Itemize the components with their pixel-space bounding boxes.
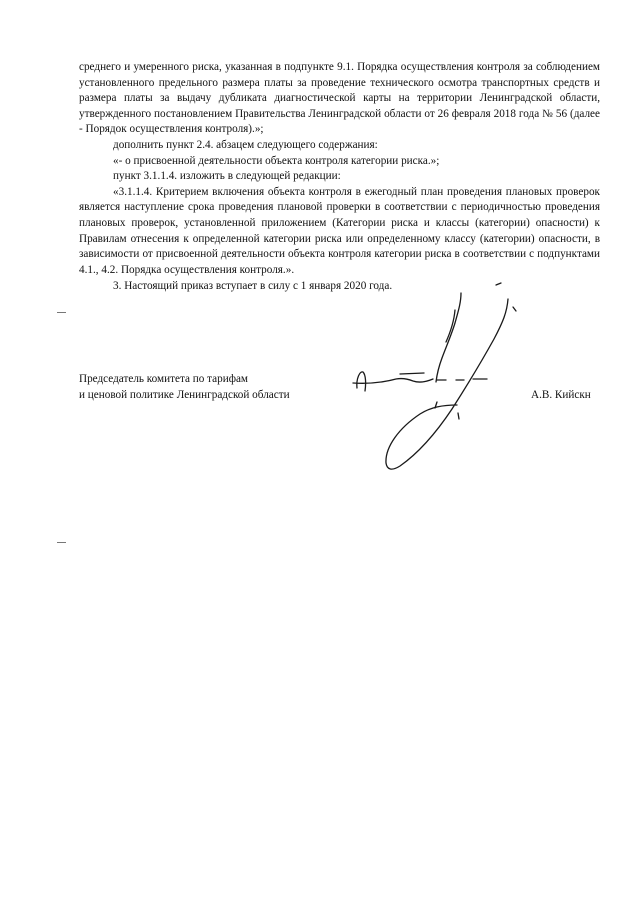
paragraph-effective-date: 3. Настоящий приказ вступает в силу с 1 января 2020 года. bbox=[113, 280, 393, 293]
paragraph-amend-3-1-1-4: пункт 3.1.1.4. изложить в следующей редакции: bbox=[113, 170, 341, 183]
paragraph-amend-2-4: дополнить пункт 2.4. абзацем следующего содержания: bbox=[113, 138, 378, 151]
paragraph-continuation: среднего и умеренного риска, указанная в подпункте 9.1. Порядка осуществления контроля за соблюдением установленного предельного размера платы за проведение технического осмотра транспортных средств и размера платы за выдачу дубликата диагностической карты на территории Ленинградской области, утвержденного постановлением Правительства Ленинградской области от 26 февраля 2018 года № 56 (далее - Порядок осуществления контроля).»; bbox=[79, 61, 600, 136]
signoff-position bbox=[79, 372, 609, 403]
paragraph-quote-risk: «- о присвоенной деятельности объекта контроля категории риска.»; bbox=[113, 154, 440, 167]
margin-mark-top bbox=[57, 312, 66, 313]
signer-name: А.В. Кийскн bbox=[531, 389, 591, 401]
signer-position-line2: и ценовой политике Ленинградской области bbox=[79, 388, 290, 401]
margin-mark-bottom bbox=[57, 542, 66, 543]
paragraph-criterion: «3.1.1.4. Критерием включения объекта контроля в ежегодный план проведения плановых проверок является наступление срока проведения плановой проверки в соответствии с периодичностью проведения плановых проверок, установленной приложением (Категории риска и классы (категории) опасности) к Правилам отнесения к определенной категории риска или определенному классу (категории) опасности, в зависимости от присвоенной деятельности объекта контроля категории риска в соответствии с подпунктами 4.1., 4.2. Порядка осуществления контроля.». bbox=[79, 185, 600, 276]
document-body bbox=[79, 60, 600, 295]
signer-position-line1: Председатель комитета по тарифам bbox=[79, 373, 249, 385]
